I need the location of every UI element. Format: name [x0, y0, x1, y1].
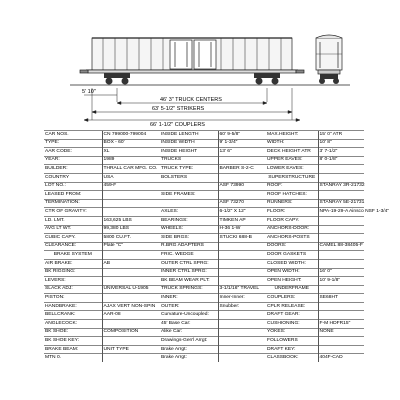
spec-label: INSIDE LENGTH	[160, 131, 218, 140]
spec-value	[102, 294, 160, 303]
spec-row	[44, 173, 364, 182]
spec-value: AAR-08	[102, 311, 160, 320]
spec-label: LD. LMT.	[44, 216, 102, 225]
spec-value: 5800 CU.FT.	[102, 234, 160, 243]
spec-row	[44, 320, 364, 329]
spec-value: 3' 7-1/2"	[318, 148, 364, 157]
dim-couplers: 66' 1-1/2" COUPLERS	[150, 122, 205, 128]
spec-label: ROOF HATCHES:	[266, 191, 318, 200]
spec-label: ROOF:	[266, 182, 318, 191]
spec-value	[218, 320, 266, 329]
spec-value: UNIVERSAL U-1905	[102, 285, 160, 294]
spec-value: XL	[102, 148, 160, 157]
spec-value: Inner-Inner:	[218, 294, 266, 303]
spec-row	[44, 268, 364, 277]
spec-value: NPA-19-29-A Ainsco NSF 1-3/4"	[318, 208, 364, 217]
spec-label: COUNTRY	[44, 173, 102, 182]
spec-row	[44, 234, 364, 243]
side-elevation	[70, 38, 310, 85]
spec-value: BARBER S-2-C	[218, 165, 266, 174]
spec-label: WHEELS:	[160, 225, 218, 234]
spec-label: TRUCKS	[160, 156, 218, 165]
end-elevation	[310, 35, 350, 85]
spec-value	[218, 259, 266, 268]
spec-value	[102, 199, 160, 208]
spec-label: DRAFT KEY:	[266, 345, 318, 354]
spec-label: BK RIGGING:	[44, 268, 102, 277]
spec-value: STUCKI 688-B	[218, 234, 266, 243]
spec-label: DOOR GASKETS	[266, 251, 318, 260]
spec-label: Drawings-Gen'l Arrgt:	[160, 337, 218, 346]
spec-value: 3-1/1/16" TRAVEL	[218, 285, 266, 294]
spec-label: ANCHORS-POSTS	[266, 234, 318, 243]
spec-label: OUTER CTRL SPRG:	[160, 259, 218, 268]
spec-label: INSIDE WIDTH	[160, 139, 218, 148]
spec-label: SIDE BRGS:	[160, 234, 218, 243]
spec-value	[318, 285, 364, 294]
spec-label: BK BEAM WEAR PLT:	[160, 277, 218, 286]
spec-value	[318, 216, 364, 225]
spec-value	[318, 337, 364, 346]
spec-value	[218, 173, 266, 182]
spec-value: ASF 73270	[218, 199, 266, 208]
spec-value: 10' 9-1/8"	[318, 277, 364, 286]
spec-label: ANCHORS-DOOR:	[266, 225, 318, 234]
dimension-lines	[84, 88, 300, 122]
spec-label: PISTON:	[44, 294, 102, 303]
spec-value	[318, 345, 364, 354]
spec-value	[218, 277, 266, 286]
spec-label: UNDERFRAME	[266, 285, 318, 294]
spec-value: 9' 1-3/4"	[218, 139, 266, 148]
spec-label: AVG LT WT.	[44, 225, 102, 234]
spec-value: 404F-CAD	[318, 354, 364, 362]
dim-strikers: 63' 5-1/2" STRIKERS	[152, 106, 205, 112]
spec-value: ASF 73990	[218, 182, 266, 191]
spec-value	[318, 165, 364, 174]
spec-label: BRAKE BEAM:	[44, 345, 102, 354]
spec-value	[218, 354, 266, 362]
car-elevation-drawing	[0, 0, 400, 130]
spec-label: WIDTH:	[266, 139, 318, 148]
spec-label: COUPLERS:	[266, 294, 318, 303]
dim-truck-centers: 46' 3" TRUCK CENTERS	[160, 97, 222, 103]
spec-value: 99,380 LBS	[102, 225, 160, 234]
spec-row	[44, 311, 364, 320]
spec-value: CAMEL 88-38405-F	[318, 242, 364, 251]
spec-row	[44, 251, 364, 260]
spec-label: LEVERS:	[44, 277, 102, 286]
spec-label: TRUCK TYPE:	[160, 165, 218, 174]
spec-label: CAR NOS.	[44, 131, 102, 140]
spec-label: TERMINATION:	[44, 199, 102, 208]
spec-label: AAR CODE:	[44, 148, 102, 157]
spec-value: Plate "C"	[102, 242, 160, 251]
spec-value: SE68HT	[318, 294, 364, 303]
spec-label: SUPERSTRUCTURE	[266, 173, 318, 182]
spec-row	[44, 148, 364, 157]
spec-label: BELLCRANK:	[44, 311, 102, 320]
spec-row	[44, 285, 364, 294]
spec-value: 163,625 LBS	[102, 216, 160, 225]
spec-value	[318, 302, 364, 311]
spec-row	[44, 191, 364, 200]
spec-value	[318, 225, 364, 234]
spec-value: AB	[102, 259, 160, 268]
spec-label	[160, 182, 218, 191]
spec-label: AXLES:	[160, 208, 218, 217]
spec-label: BK SHOE KEY:	[44, 337, 102, 346]
spec-row	[44, 354, 364, 362]
spec-table-body	[44, 131, 390, 363]
spec-label: DRAFT GEAR:	[266, 311, 318, 320]
spec-label: FLOOR:	[266, 208, 318, 217]
spec-value: 8' 0-1/8"	[318, 156, 364, 165]
spec-value	[218, 268, 266, 277]
spec-value: STANRAY 5E-21731	[318, 199, 364, 208]
spec-label: CLASSBOOK:	[266, 354, 318, 362]
spec-value: 459-F	[102, 182, 160, 191]
spec-label: DECK HEIGHT ATR	[266, 148, 318, 157]
spec-value: 60' 9-5/8"	[218, 131, 266, 140]
spec-value: 1989	[102, 156, 160, 165]
spec-value	[102, 277, 160, 286]
spec-label: SLACK ADJ:	[44, 285, 102, 294]
spec-label: UPPER EAVES:	[266, 156, 318, 165]
spec-value: 16' 0"	[318, 268, 364, 277]
spec-row	[44, 294, 364, 303]
spec-value	[218, 337, 266, 346]
spec-label: ANGLECOCK:	[44, 320, 102, 329]
spec-value	[318, 191, 364, 200]
spec-value	[218, 242, 266, 251]
spec-row	[44, 302, 364, 311]
spec-label: BEARINGS:	[160, 216, 218, 225]
spec-row	[44, 337, 364, 346]
spec-value	[218, 328, 266, 337]
car-spec-table	[44, 130, 390, 362]
spec-label: Curvature-Uncoupled:	[160, 311, 218, 320]
spec-label: Alike Car:	[160, 328, 218, 337]
spec-label: TRUCK SPRINGS:	[160, 285, 218, 294]
spec-value: F-M HDFR15"	[318, 320, 364, 329]
spec-label: 45' Base Car:	[160, 320, 218, 329]
spec-value: 13' 6"	[218, 148, 266, 157]
spec-label: FLOOR CAPY.	[266, 216, 318, 225]
spec-row	[44, 199, 364, 208]
spec-label: HANDBRAKE:	[44, 302, 102, 311]
spec-label: SIDE FRAMES:	[160, 191, 218, 200]
spec-value	[102, 208, 160, 217]
spec-label: BUILDER:	[44, 165, 102, 174]
spec-row	[44, 131, 364, 140]
spec-value	[318, 311, 364, 320]
spec-row	[44, 277, 364, 286]
spec-value: STANRAY 3R-21732	[318, 182, 364, 191]
spec-row	[44, 156, 364, 165]
spec-value	[318, 234, 364, 243]
spec-value: TIMKEN AP	[218, 216, 266, 225]
spec-value: UNIT TYPE	[102, 345, 160, 354]
spec-label: BOLSTERS	[160, 173, 218, 182]
spec-row	[44, 259, 364, 268]
spec-label: CTR OF GRAVITY:	[44, 208, 102, 217]
spec-label: FRIC. WEDGE	[160, 251, 218, 260]
spec-row	[44, 216, 364, 225]
spec-value: AJAX VERT NON-SPIN	[102, 302, 160, 311]
spec-value	[218, 251, 266, 260]
spec-value	[102, 354, 160, 362]
spec-label: CPLR RELEASE:	[266, 302, 318, 311]
spec-label: INSIDE HEIGHT	[160, 148, 218, 157]
spec-value: CN 799000-799004	[102, 131, 160, 140]
spec-label: YEAR:	[44, 156, 102, 165]
spec-label: INNER:	[160, 294, 218, 303]
spec-label: Brake Arrgt:	[160, 354, 218, 362]
spec-value	[318, 173, 364, 182]
spec-row	[44, 208, 364, 217]
spec-value	[218, 345, 266, 354]
spec-label: RUNNERS:	[266, 199, 318, 208]
spec-row	[44, 328, 364, 337]
spec-value: 6-1/2" X 12"	[218, 208, 266, 217]
spec-value	[218, 191, 266, 200]
spec-row	[44, 165, 364, 174]
spec-value	[318, 251, 364, 260]
spec-row	[44, 242, 364, 251]
spec-value	[102, 337, 160, 346]
spec-label: CUBIC CAPY.	[44, 234, 102, 243]
spec-label: TYPE:	[44, 139, 102, 148]
spec-row	[44, 345, 364, 354]
spec-value	[102, 320, 160, 329]
spec-label: BK SHOE:	[44, 328, 102, 337]
spec-label: MAX.HEIGHT:	[266, 131, 318, 140]
spec-label: LOWER EAVES:	[266, 165, 318, 174]
spec-label: FOLLOWERS	[266, 337, 318, 346]
spec-row	[44, 225, 364, 234]
spec-row	[44, 139, 364, 148]
spec-label: DOORS:	[266, 242, 318, 251]
spec-label: CLOSED WIDTH:	[266, 259, 318, 268]
dim-overall-left: 5' 10"	[82, 89, 96, 95]
spec-value	[218, 311, 266, 320]
spec-label: INNER CTRL SPRG:	[160, 268, 218, 277]
spec-value: COMPOSITION	[102, 328, 160, 337]
spec-label: R.BRG ADAPTERS	[160, 242, 218, 251]
spec-label: YOKES:	[266, 328, 318, 337]
spec-value	[218, 156, 266, 165]
spec-label: AIR BRAKE:	[44, 259, 102, 268]
spec-value: BOX - 60'	[102, 139, 160, 148]
spec-label: Brake Arrgt:	[160, 345, 218, 354]
spec-label: OUTER:	[160, 302, 218, 311]
spec-value	[318, 259, 364, 268]
spec-value	[102, 268, 160, 277]
spec-label	[160, 199, 218, 208]
spec-label: OPEN HEIGHT:	[266, 277, 318, 286]
spec-label: MTN 0.	[44, 354, 102, 362]
spec-value: Snubber:	[218, 302, 266, 311]
spec-value: H-36 1-W	[218, 225, 266, 234]
spec-value: NONE	[318, 328, 364, 337]
spec-label: OPEN WIDTH:	[266, 268, 318, 277]
spec-label: CLEARANCE:	[44, 242, 102, 251]
spec-value: THRALL CAR MFG. CO.	[102, 165, 160, 174]
spec-value: USA	[102, 173, 160, 182]
spec-value	[102, 191, 160, 200]
spec-value: 15' 0" ATR	[318, 131, 364, 140]
spec-label: LEASED FROM:	[44, 191, 102, 200]
spec-value: 10' 8"	[318, 139, 364, 148]
spec-row	[44, 182, 364, 191]
spec-value	[102, 251, 160, 260]
spec-label: CUSHIONING:	[266, 320, 318, 329]
spec-label: LOT NO.:	[44, 182, 102, 191]
spec-label: BRAKE SYSTEM	[44, 251, 102, 260]
